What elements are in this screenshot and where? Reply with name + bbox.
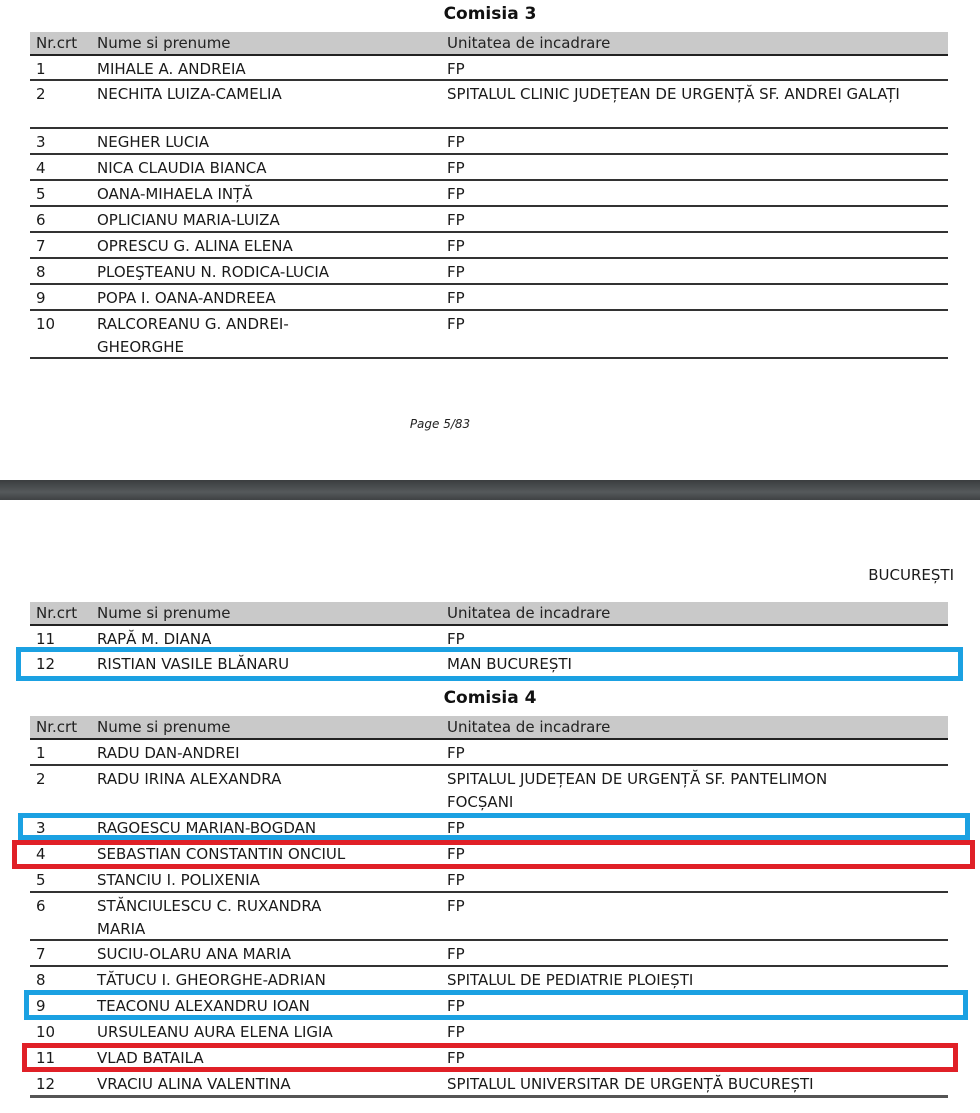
row-nr: 12 — [36, 1075, 56, 1093]
commission-3-title: Comisia 3 — [443, 4, 537, 24]
row-nr: 7 — [36, 945, 46, 963]
row-unit: MAN BUCUREȘTI — [447, 655, 572, 673]
header-name: Nume si prenume — [97, 718, 231, 736]
table-row — [30, 129, 948, 155]
row-unit: FP — [447, 211, 465, 229]
header-name: Nume si prenume — [97, 604, 231, 622]
row-nr: 6 — [36, 897, 46, 915]
row-unit: FP — [447, 630, 465, 648]
row-nr: 10 — [36, 1023, 56, 1041]
page-separator — [0, 480, 980, 500]
row-name: VLAD BATAILA — [97, 1049, 204, 1067]
row-nr: 10 — [36, 315, 56, 333]
table-row — [30, 311, 948, 359]
header-unit: Unitatea de incadrare — [447, 604, 611, 622]
table-header — [30, 602, 948, 626]
row-unit: FP — [447, 133, 465, 151]
table-row — [30, 893, 948, 941]
table-row — [30, 1019, 948, 1043]
table-row — [30, 285, 948, 311]
row-name: POPA I. OANA-ANDREEA — [97, 289, 276, 307]
row-unit: FP — [447, 159, 465, 177]
row-nr: 6 — [36, 211, 46, 229]
row-unit: SPITALUL JUDEȚEAN DE URGENȚĂ SF. PANTELIMON FOCȘANI — [447, 770, 828, 811]
row-name: TEACONU ALEXANDRU IOAN — [97, 997, 310, 1015]
row-nr: 5 — [36, 871, 46, 889]
table-row — [30, 207, 948, 233]
row-unit: FP — [447, 237, 465, 255]
row-name: RALCOREANU G. ANDREI-GHEORGHE — [97, 315, 289, 356]
row-unit: FP — [447, 289, 465, 307]
row-name: SEBASTIAN CONSTANTIN ONCIUL — [97, 845, 346, 863]
row-nr: 9 — [36, 997, 46, 1015]
row-unit: FP — [447, 263, 465, 281]
row-name: TĂTUCU I. GHEORGHE-ADRIAN — [97, 971, 326, 989]
row-unit: FP — [447, 845, 465, 863]
table-row — [30, 81, 948, 129]
row-name: NEGHER LUCIA — [97, 133, 210, 151]
header-nr: Nr.crt — [36, 34, 78, 52]
row-unit: FP — [447, 997, 465, 1015]
table-row — [30, 766, 948, 814]
row-nr: 11 — [36, 630, 56, 648]
row-nr: 2 — [36, 85, 46, 103]
page-number: Page 5/83 — [409, 417, 471, 431]
row-name: SUCIU-OLARU ANA MARIA — [97, 945, 291, 963]
header-nr: Nr.crt — [36, 604, 78, 622]
header-nr: Nr.crt — [36, 718, 78, 736]
row-nr: 11 — [36, 1049, 56, 1067]
row-unit: SPITALUL CLINIC JUDEȚEAN DE URGENȚĂ SF. ANDREI GALAȚI — [447, 85, 900, 103]
row-nr: 3 — [36, 819, 46, 837]
table-row — [30, 155, 948, 181]
row-name: RADU IRINA ALEXANDRA — [97, 770, 282, 788]
table-row — [30, 867, 948, 893]
table-row — [30, 841, 948, 865]
row-name: NICA CLAUDIA BIANCA — [97, 159, 267, 177]
row-nr: 12 — [36, 655, 56, 673]
row-unit: FP — [447, 1049, 465, 1067]
table-row — [30, 651, 948, 675]
commission-4-title: Comisia 4 — [443, 688, 537, 708]
table-row — [30, 941, 948, 967]
row-nr: 7 — [36, 237, 46, 255]
row-unit: FP — [447, 945, 465, 963]
row-unit: FP — [447, 60, 465, 78]
row-name: OPLICIANU MARIA-LUIZA — [97, 211, 280, 229]
table-row — [30, 1071, 948, 1098]
table-row — [30, 56, 948, 81]
row-name: RADU DAN-ANDREI — [97, 744, 240, 762]
row-nr: 5 — [36, 185, 46, 203]
header-unit: Unitatea de incadrare — [447, 718, 611, 736]
row-nr: 8 — [36, 971, 46, 989]
table-row — [30, 993, 948, 1017]
row-nr: 3 — [36, 133, 46, 151]
row-nr: 1 — [36, 744, 46, 762]
table-row — [30, 967, 948, 991]
header-name: Nume si prenume — [97, 34, 231, 52]
header-unit: Unitatea de incadrare — [447, 34, 611, 52]
row-unit: FP — [447, 744, 465, 762]
row-name: RISTIAN VASILE BLĂNARU — [97, 655, 290, 673]
row-unit: FP — [447, 315, 465, 333]
table-row — [30, 740, 948, 766]
row-nr: 1 — [36, 60, 46, 78]
table-row — [30, 1045, 948, 1069]
table-row — [30, 181, 948, 207]
row-name: STANCIU I. POLIXENIA — [97, 871, 260, 889]
table-header — [30, 716, 948, 740]
row-name: NECHITA LUIZA-CAMELIA — [97, 85, 282, 103]
row-unit: FP — [447, 1023, 465, 1041]
row-nr: 9 — [36, 289, 46, 307]
row-nr: 8 — [36, 263, 46, 281]
row-name: VRACIU ALINA VALENTINA — [97, 1075, 291, 1093]
row-nr: 2 — [36, 770, 46, 788]
row-unit: SPITALUL UNIVERSITAR DE URGENȚĂ BUCUREȘTI — [447, 1075, 814, 1093]
table-row — [30, 626, 948, 650]
row-unit: FP — [447, 871, 465, 889]
row-name: RAGOESCU MARIAN-BOGDAN — [97, 819, 317, 837]
table-header — [30, 32, 948, 56]
row-name: STĂNCIULESCU C. RUXANDRA MARIA — [97, 897, 322, 938]
row-unit: FP — [447, 897, 465, 915]
row-name: PLOEŞTEANU N. RODICA-LUCIA — [97, 263, 330, 281]
table-row — [30, 259, 948, 285]
row-unit: FP — [447, 185, 465, 203]
row-name: URSULEANU AURA ELENA LIGIA — [97, 1023, 333, 1041]
table-row — [30, 815, 948, 839]
row-unit: FP — [447, 819, 465, 837]
row-nr: 4 — [36, 159, 46, 177]
row-name: RAPĂ M. DIANA — [97, 630, 212, 648]
row-unit: SPITALUL DE PEDIATRIE PLOIEȘTI — [447, 971, 694, 989]
region-label: BUCUREȘTI — [868, 566, 954, 584]
row-name: OANA-MIHAELA INȚĂ — [97, 185, 253, 203]
row-name: MIHALE A. ANDREIA — [97, 60, 246, 78]
table-row — [30, 233, 948, 259]
row-name: OPRESCU G. ALINA ELENA — [97, 237, 293, 255]
row-nr: 4 — [36, 845, 46, 863]
